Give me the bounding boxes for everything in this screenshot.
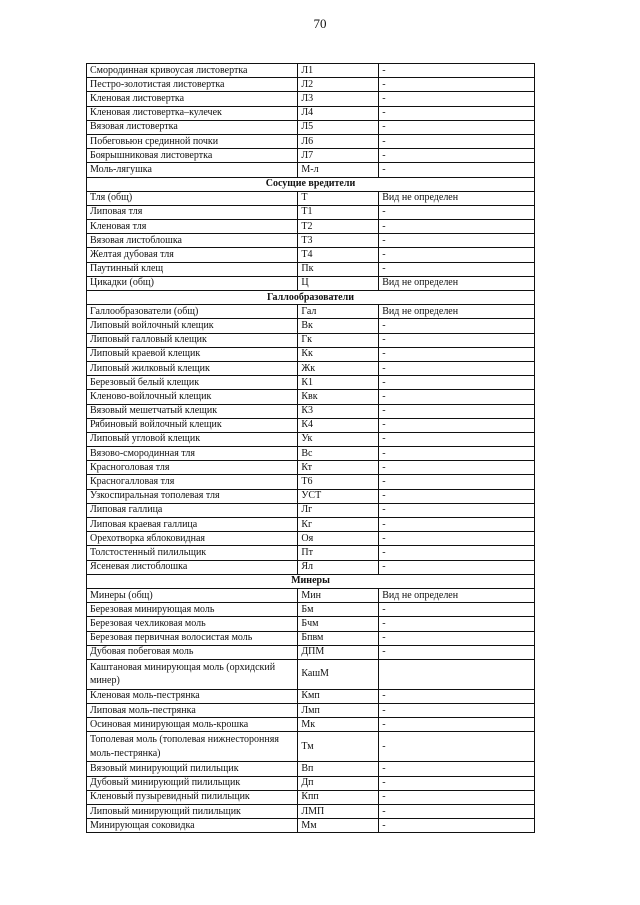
pest-code-cell: Кк: [298, 347, 379, 361]
pest-note-cell: -: [379, 805, 535, 819]
pest-code-cell: Вс: [298, 447, 379, 461]
pest-name-cell: Толстостенный пилильщик: [87, 546, 298, 560]
pest-note-cell: -: [379, 617, 535, 631]
table-row: [87, 319, 535, 333]
table-row: [87, 149, 535, 163]
pest-name-cell: Желтая дубовая тля: [87, 248, 298, 262]
table-row: [87, 205, 535, 219]
pest-code-cell: Гк: [298, 333, 379, 347]
pest-note-cell: -: [379, 333, 535, 347]
pest-codes-table: [86, 63, 535, 833]
pest-code-cell: Бм: [298, 603, 379, 617]
pest-name-cell: Березовая минирующая моль: [87, 603, 298, 617]
table-row: [87, 276, 535, 290]
table-row: [87, 588, 535, 602]
pest-code-cell: Пк: [298, 262, 379, 276]
pest-code-cell: Л3: [298, 92, 379, 106]
pest-note-cell: -: [379, 220, 535, 234]
pest-name-cell: Узкоспиральная тополевая тля: [87, 489, 298, 503]
pest-code-cell: Лмп: [298, 704, 379, 718]
table-row: [87, 376, 535, 390]
pest-note-cell: -: [379, 560, 535, 574]
table-row: [87, 220, 535, 234]
pest-name-cell: Липовый угловой клещик: [87, 432, 298, 446]
pest-name-cell: Липовый краевой клещик: [87, 347, 298, 361]
pest-name-cell: Ясеневая листоблошка: [87, 560, 298, 574]
pest-code-cell: Пт: [298, 546, 379, 560]
pest-code-cell: Л2: [298, 78, 379, 92]
pest-name-cell: Кленово-войлочный клещик: [87, 390, 298, 404]
table-row: [87, 776, 535, 790]
pest-name-cell: Минеры (общ): [87, 588, 298, 602]
table-row: [87, 262, 535, 276]
section-header-row: [87, 291, 535, 305]
pest-note-cell: -: [379, 418, 535, 432]
pest-note-cell: -: [379, 163, 535, 177]
pest-name-cell: Дубовый минирующий пилильщик: [87, 776, 298, 790]
pest-name-cell: Кленовая листовертка: [87, 92, 298, 106]
table-row: [87, 503, 535, 517]
pest-note-cell: Вид не определен: [379, 191, 535, 205]
pest-note-cell: -: [379, 461, 535, 475]
pest-name-cell: Вязовый мешетчатый клещик: [87, 404, 298, 418]
table-row: [87, 418, 535, 432]
pest-name-cell: Тля (общ): [87, 191, 298, 205]
table-row: [87, 603, 535, 617]
table-row: [87, 790, 535, 804]
pest-name-cell: Дубовая побеговая моль: [87, 645, 298, 659]
pest-note-cell: -: [379, 262, 535, 276]
pest-code-cell: ДПМ: [298, 645, 379, 659]
pest-note-cell: -: [379, 603, 535, 617]
table-row: [87, 234, 535, 248]
table-row: [87, 732, 535, 762]
pest-name-cell: Тополевая моль (тополевая нижнесторонняя моль-пестрянка): [87, 732, 298, 762]
table-row: [87, 631, 535, 645]
pest-note-cell: -: [379, 64, 535, 78]
table-row: [87, 546, 535, 560]
table-row: [87, 106, 535, 120]
section-title: Сосущие вредители: [87, 177, 535, 191]
pest-code-cell: Мк: [298, 718, 379, 732]
pest-note-cell: -: [379, 248, 535, 262]
pest-name-cell: Кленовая тля: [87, 220, 298, 234]
pest-note-cell: -: [379, 361, 535, 375]
pest-note-cell: -: [379, 447, 535, 461]
table-row: [87, 518, 535, 532]
pest-name-cell: Минирующая соковидка: [87, 819, 298, 833]
pest-note-cell: Вид не определен: [379, 276, 535, 290]
pest-name-cell: Каштановая минирующая моль (орхидский минер): [87, 659, 298, 689]
table-row: [87, 191, 535, 205]
pest-note-cell: -: [379, 776, 535, 790]
pest-name-cell: Вязовая листоблошка: [87, 234, 298, 248]
pest-note-cell: -: [379, 390, 535, 404]
pest-code-cell: Бчм: [298, 617, 379, 631]
pest-name-cell: Липовая галлица: [87, 503, 298, 517]
table-row: [87, 805, 535, 819]
pest-name-cell: Побеговьюн срединной почки: [87, 134, 298, 148]
pest-code-cell: Кмп: [298, 689, 379, 703]
pest-code-cell: Т1: [298, 205, 379, 219]
pest-name-cell: Вязово-смородинная тля: [87, 447, 298, 461]
pest-code-cell: Л5: [298, 120, 379, 134]
pest-note-cell: Вид не определен: [379, 588, 535, 602]
pest-name-cell: Цикадки (общ): [87, 276, 298, 290]
pest-name-cell: Вязовая листовертка: [87, 120, 298, 134]
pest-name-cell: Липовая краевая галлица: [87, 518, 298, 532]
pest-code-cell: Квк: [298, 390, 379, 404]
table-row: [87, 617, 535, 631]
pest-code-cell: ЛМП: [298, 805, 379, 819]
table-row: [87, 718, 535, 732]
table-row: [87, 475, 535, 489]
pest-code-cell: Вк: [298, 319, 379, 333]
table-body: [87, 64, 535, 833]
pest-code-cell: Л4: [298, 106, 379, 120]
table-row: [87, 404, 535, 418]
pest-code-cell: Л7: [298, 149, 379, 163]
pest-note-cell: -: [379, 489, 535, 503]
pest-name-cell: Пестро-золотистая листовертка: [87, 78, 298, 92]
pest-note-cell: -: [379, 134, 535, 148]
pest-note-cell: -: [379, 718, 535, 732]
pest-code-cell: Т: [298, 191, 379, 205]
table-row: [87, 645, 535, 659]
section-title: Галлообразователи: [87, 291, 535, 305]
table-row: [87, 532, 535, 546]
pest-name-cell: Красногалловая тля: [87, 475, 298, 489]
pest-note-cell: -: [379, 376, 535, 390]
pest-code-cell: Л1: [298, 64, 379, 78]
pest-name-cell: Липовая моль-пестрянка: [87, 704, 298, 718]
pest-code-cell: Ук: [298, 432, 379, 446]
pest-code-cell: Кг: [298, 518, 379, 532]
pest-code-cell: Т4: [298, 248, 379, 262]
table-row: [87, 819, 535, 833]
pest-note-cell: Вид не определен: [379, 305, 535, 319]
pest-note-cell: -: [379, 432, 535, 446]
pest-note-cell: [379, 659, 535, 689]
pest-name-cell: Березовая первичная волосистая моль: [87, 631, 298, 645]
pest-name-cell: Моль-лягушка: [87, 163, 298, 177]
pest-note-cell: -: [379, 762, 535, 776]
pest-note-cell: -: [379, 319, 535, 333]
pest-note-cell: -: [379, 645, 535, 659]
table-row: [87, 92, 535, 106]
pest-name-cell: Галлообразователи (общ): [87, 305, 298, 319]
table-row: [87, 134, 535, 148]
pest-code-cell: Кт: [298, 461, 379, 475]
pest-name-cell: Боярышниковая листовертка: [87, 149, 298, 163]
table-row: [87, 120, 535, 134]
pest-note-cell: -: [379, 790, 535, 804]
pest-note-cell: -: [379, 503, 535, 517]
pest-name-cell: Липовый войлочный клещик: [87, 319, 298, 333]
pest-name-cell: Березовый белый клещик: [87, 376, 298, 390]
pest-code-cell: Мм: [298, 819, 379, 833]
pest-code-cell: К4: [298, 418, 379, 432]
table-row: [87, 704, 535, 718]
pest-note-cell: -: [379, 347, 535, 361]
table-row: [87, 489, 535, 503]
table-row: [87, 361, 535, 375]
pest-name-cell: Смородинная кривоусая листовертка: [87, 64, 298, 78]
pest-note-cell: -: [379, 78, 535, 92]
section-title: Минеры: [87, 574, 535, 588]
pest-code-cell: Ц: [298, 276, 379, 290]
pest-name-cell: Липовый галловый клещик: [87, 333, 298, 347]
pest-note-cell: -: [379, 120, 535, 134]
pest-code-cell: УСТ: [298, 489, 379, 503]
pest-name-cell: Кленовый пузыревидный пилильщик: [87, 790, 298, 804]
pest-code-cell: Дп: [298, 776, 379, 790]
pest-note-cell: -: [379, 732, 535, 762]
pest-note-cell: -: [379, 689, 535, 703]
pest-code-cell: Жк: [298, 361, 379, 375]
pest-code-cell: КашМ: [298, 659, 379, 689]
table-row: [87, 560, 535, 574]
pest-code-cell: Ял: [298, 560, 379, 574]
pest-code-cell: К3: [298, 404, 379, 418]
pest-code-cell: Оя: [298, 532, 379, 546]
table-row: [87, 333, 535, 347]
pest-code-cell: Бпвм: [298, 631, 379, 645]
table-row: [87, 163, 535, 177]
pest-code-cell: Т6: [298, 475, 379, 489]
table-row: [87, 461, 535, 475]
pest-name-cell: Рябиновый войлочный клещик: [87, 418, 298, 432]
pest-code-cell: М-л: [298, 163, 379, 177]
table-row: [87, 762, 535, 776]
pest-name-cell: Паутинный клещ: [87, 262, 298, 276]
table-row: [87, 248, 535, 262]
pest-code-cell: Кпп: [298, 790, 379, 804]
pest-note-cell: -: [379, 404, 535, 418]
pest-code-cell: Лг: [298, 503, 379, 517]
section-header-row: [87, 177, 535, 191]
table-row: [87, 659, 535, 689]
pest-note-cell: -: [379, 234, 535, 248]
pest-note-cell: -: [379, 546, 535, 560]
table-row: [87, 447, 535, 461]
table-row: [87, 78, 535, 92]
pest-code-cell: Т2: [298, 220, 379, 234]
pest-code-cell: Л6: [298, 134, 379, 148]
table-row: [87, 390, 535, 404]
pest-code-cell: Вп: [298, 762, 379, 776]
pest-code-cell: Мин: [298, 588, 379, 602]
pest-note-cell: -: [379, 819, 535, 833]
pest-name-cell: Осиновая минирующая моль-крошка: [87, 718, 298, 732]
pest-note-cell: -: [379, 532, 535, 546]
pest-code-cell: Т3: [298, 234, 379, 248]
pest-note-cell: -: [379, 704, 535, 718]
pest-note-cell: -: [379, 106, 535, 120]
pest-name-cell: Орехотворка яблоковидная: [87, 532, 298, 546]
pest-code-cell: Гал: [298, 305, 379, 319]
table-row: [87, 64, 535, 78]
pest-name-cell: Кленовая листовертка–кулечек: [87, 106, 298, 120]
pest-name-cell: Кленовая моль-пестрянка: [87, 689, 298, 703]
table-row: [87, 432, 535, 446]
pest-note-cell: -: [379, 631, 535, 645]
section-header-row: [87, 574, 535, 588]
pest-name-cell: Вязовый минирующий пилильщик: [87, 762, 298, 776]
pest-name-cell: Липовый жилковый клещик: [87, 361, 298, 375]
pest-note-cell: -: [379, 149, 535, 163]
pest-note-cell: -: [379, 92, 535, 106]
pest-code-cell: Тм: [298, 732, 379, 762]
table-row: [87, 347, 535, 361]
table-row: [87, 305, 535, 319]
pest-name-cell: Березовая чехликовая моль: [87, 617, 298, 631]
page-number: 70: [313, 16, 327, 31]
pest-name-cell: Красноголовая тля: [87, 461, 298, 475]
pest-name-cell: Липовый минирующий пилильщик: [87, 805, 298, 819]
table-row: [87, 689, 535, 703]
pest-note-cell: -: [379, 205, 535, 219]
pest-note-cell: -: [379, 518, 535, 532]
pest-name-cell: Липовая тля: [87, 205, 298, 219]
pest-code-cell: К1: [298, 376, 379, 390]
pest-note-cell: -: [379, 475, 535, 489]
